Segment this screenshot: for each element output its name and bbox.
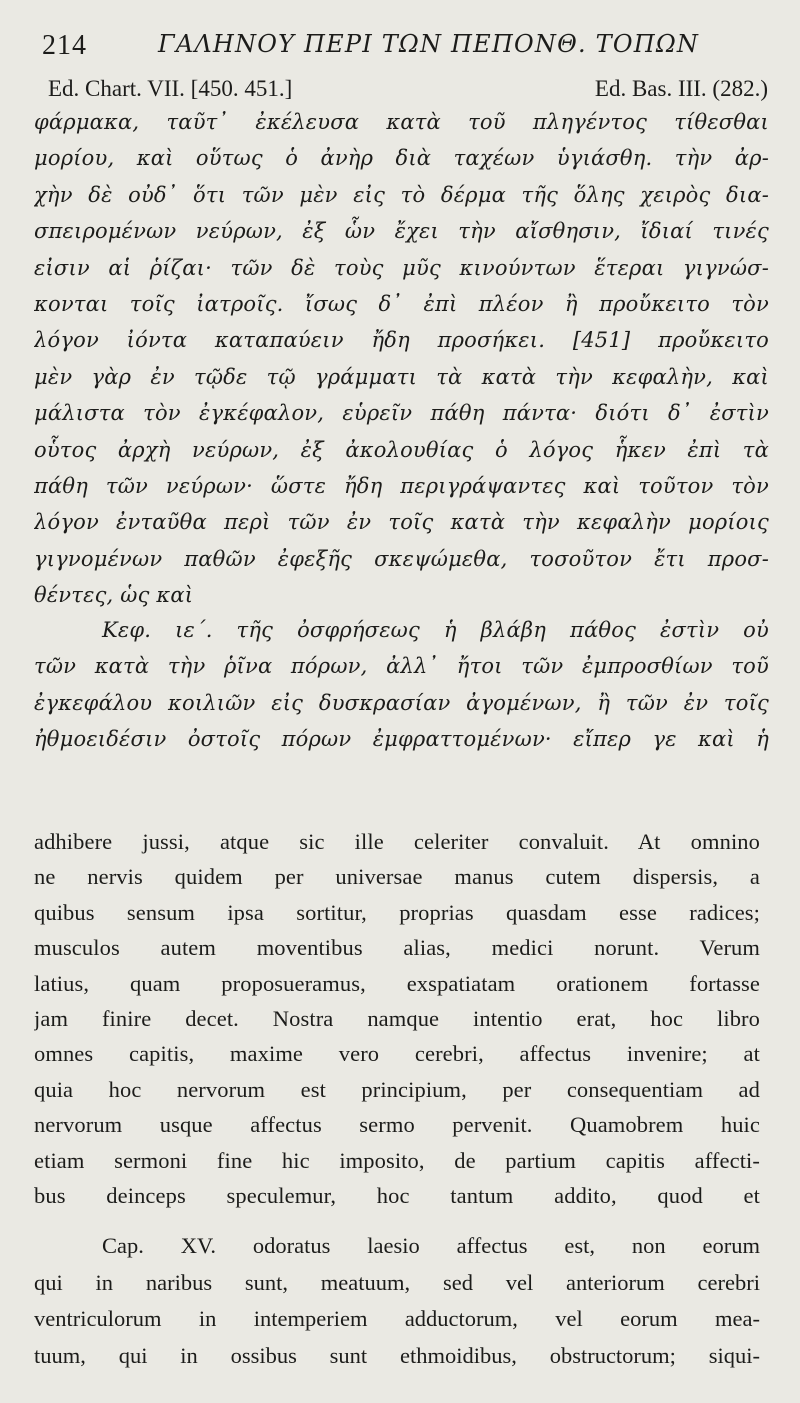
greek-line: πάθη τῶν νεύρων· ὥστε ἤδη περιγράψαντες καὶ τοῦτον τὸν [34, 473, 769, 498]
running-head [34, 26, 774, 66]
latin-line: tuum, qui in ossibus sunt ethmoidibus, obstructorum; siqui- [34, 1342, 760, 1368]
greek-line: μάλιστα τὸν ἐγκέφαλον, εὑρεῖν πάθη πάντα· διότι δ᾽ ἐστὶν [34, 401, 769, 426]
latin-line: adhibere jussi, atque sic ille celeriter convaluit. At omnino [34, 829, 760, 854]
latin-line: quia hoc nervorum est principium, per consequentiam ad [34, 1076, 760, 1102]
greek-line: ἠθμοειδέσιν ὀστοῖς πόρων ἐμφραττομένων· εἴπερ γε καὶ ἡ [34, 727, 769, 752]
greek-chapter-block [34, 612, 769, 758]
latin-line: quibus sensum ipsa sortitur, proprias quasdam esse radices; [34, 899, 760, 925]
latin-chapter-heading-line: Cap. XV. odoratus laesio affectus est, non eorum [102, 1233, 760, 1258]
latin-line: ne nervis quidem per universae manus cutem dispersis, a [34, 864, 760, 890]
latin-line: nervorum usque affectus sermo pervenit. Quamobrem huic [34, 1112, 760, 1138]
greek-line: οὗτος ἀρχὴ νεύρων, ἐξ ἀκολουθίας ὁ λόγος ἧκεν ἐπὶ τὰ [34, 437, 769, 462]
greek-line: φάρμακα, ταῦτ᾽ ἐκέλευσα κατὰ τοῦ πληγέντος τίθεσθαι [34, 110, 769, 134]
greek-line: σπειρομένων νεύρων, ἐξ ὧν ἔχει τὴν αἴσθησιν, ἴδιαί τινές [34, 219, 769, 244]
latin-line: jam finire decet. Nostra namque intentio erat, hoc libro [34, 1005, 760, 1031]
greek-line: ἐγκεφάλου κοιλιῶν εἰς δυσκρασίαν ἀγομένων, ἢ τῶν ἐν τοῖς [34, 690, 769, 715]
greek-line: μορίου, καὶ οὕτως ὁ ἀνὴρ διὰ ταχέων ὑγιάσθη. τὴν ἀρ- [34, 146, 769, 171]
greek-line: τῶν κατὰ τὴν ῥῖνα πόρων, ἀλλ᾽ ἤτοι τῶν ἐμπροσθίων τοῦ [34, 654, 769, 679]
greek-text-block [34, 104, 769, 613]
latin-line: qui in naribus sunt, meatuum, sed vel anteriorum cerebri [34, 1269, 760, 1295]
latin-line: bus deinceps speculemur, hoc tantum addito, quod et [34, 1182, 760, 1208]
greek-line: εἰσιν αἱ ῥίζαι· τῶν δὲ τοὺς μῦς κινούντων ἕτεραι γιγνώσ- [34, 255, 769, 280]
running-title: ΓΑΛΗΝΟΥ ΠΕΡΙ ΤΩΝ ΠΕΠΟΝΘ. ΤΟΠΩΝ [158, 30, 700, 58]
edition-basel-reference: Ed. Bas. III. (282.) [594, 76, 768, 101]
latin-text-block [34, 824, 760, 1213]
greek-line: μὲν γὰρ ἐν τῷδε τῷ γράμματι τὰ κατὰ τὴν κεφαλὴν, καὶ [34, 364, 769, 389]
latin-line: latius, quam proposueramus, exspatiatam orationem fortasse [34, 970, 760, 996]
latin-chapter-block [34, 1228, 760, 1374]
edition-reference-line [36, 72, 766, 104]
greek-line: γιγνομένων παθῶν ἐφεξῆς σκεψώμεθα, τοσοῦτον ἔτι προσ- [34, 546, 769, 571]
latin-line: omnes capitis, maxime vero cerebri, affectus invenire; at [34, 1041, 760, 1067]
greek-line: κονται τοῖς ἰατροῖς. ἴσως δ᾽ ἐπὶ πλέον ἢ προὔκειτο τὸν [34, 291, 769, 316]
greek-line: θέντες, ὡς καὶ [34, 583, 194, 608]
latin-line: etiam sermoni fine hic imposito, de partium capitis affecti- [34, 1147, 760, 1173]
latin-line: musculos autem moventibus alias, medici norunt. Verum [34, 935, 760, 961]
greek-line: χὴν δὲ οὐδ᾽ ὅτι τῶν μὲν εἰς τὸ δέρμα τῆς ὅλης χειρὸς δια- [34, 182, 769, 207]
greek-line: λόγον ἰόντα καταπαύειν ἤδη προσήκει. [451] προὔκειτο [34, 328, 769, 353]
greek-chapter-heading-line: Κεφ. ιε΄. τῆς ὀσφρήσεως ἡ βλάβη πάθος ἐστὶν οὐ [102, 618, 769, 642]
greek-line: λόγον ἐνταῦθα περὶ τῶν ἐν τοῖς κατὰ τὴν κεφαλὴν μορίοις [34, 510, 769, 535]
latin-line: ventriculorum in intemperiem adductorum, vel eorum mea- [34, 1306, 760, 1332]
edition-chartier-reference: Ed. Chart. VII. [450. 451.] [48, 76, 293, 101]
page-number: 214 [42, 30, 87, 61]
